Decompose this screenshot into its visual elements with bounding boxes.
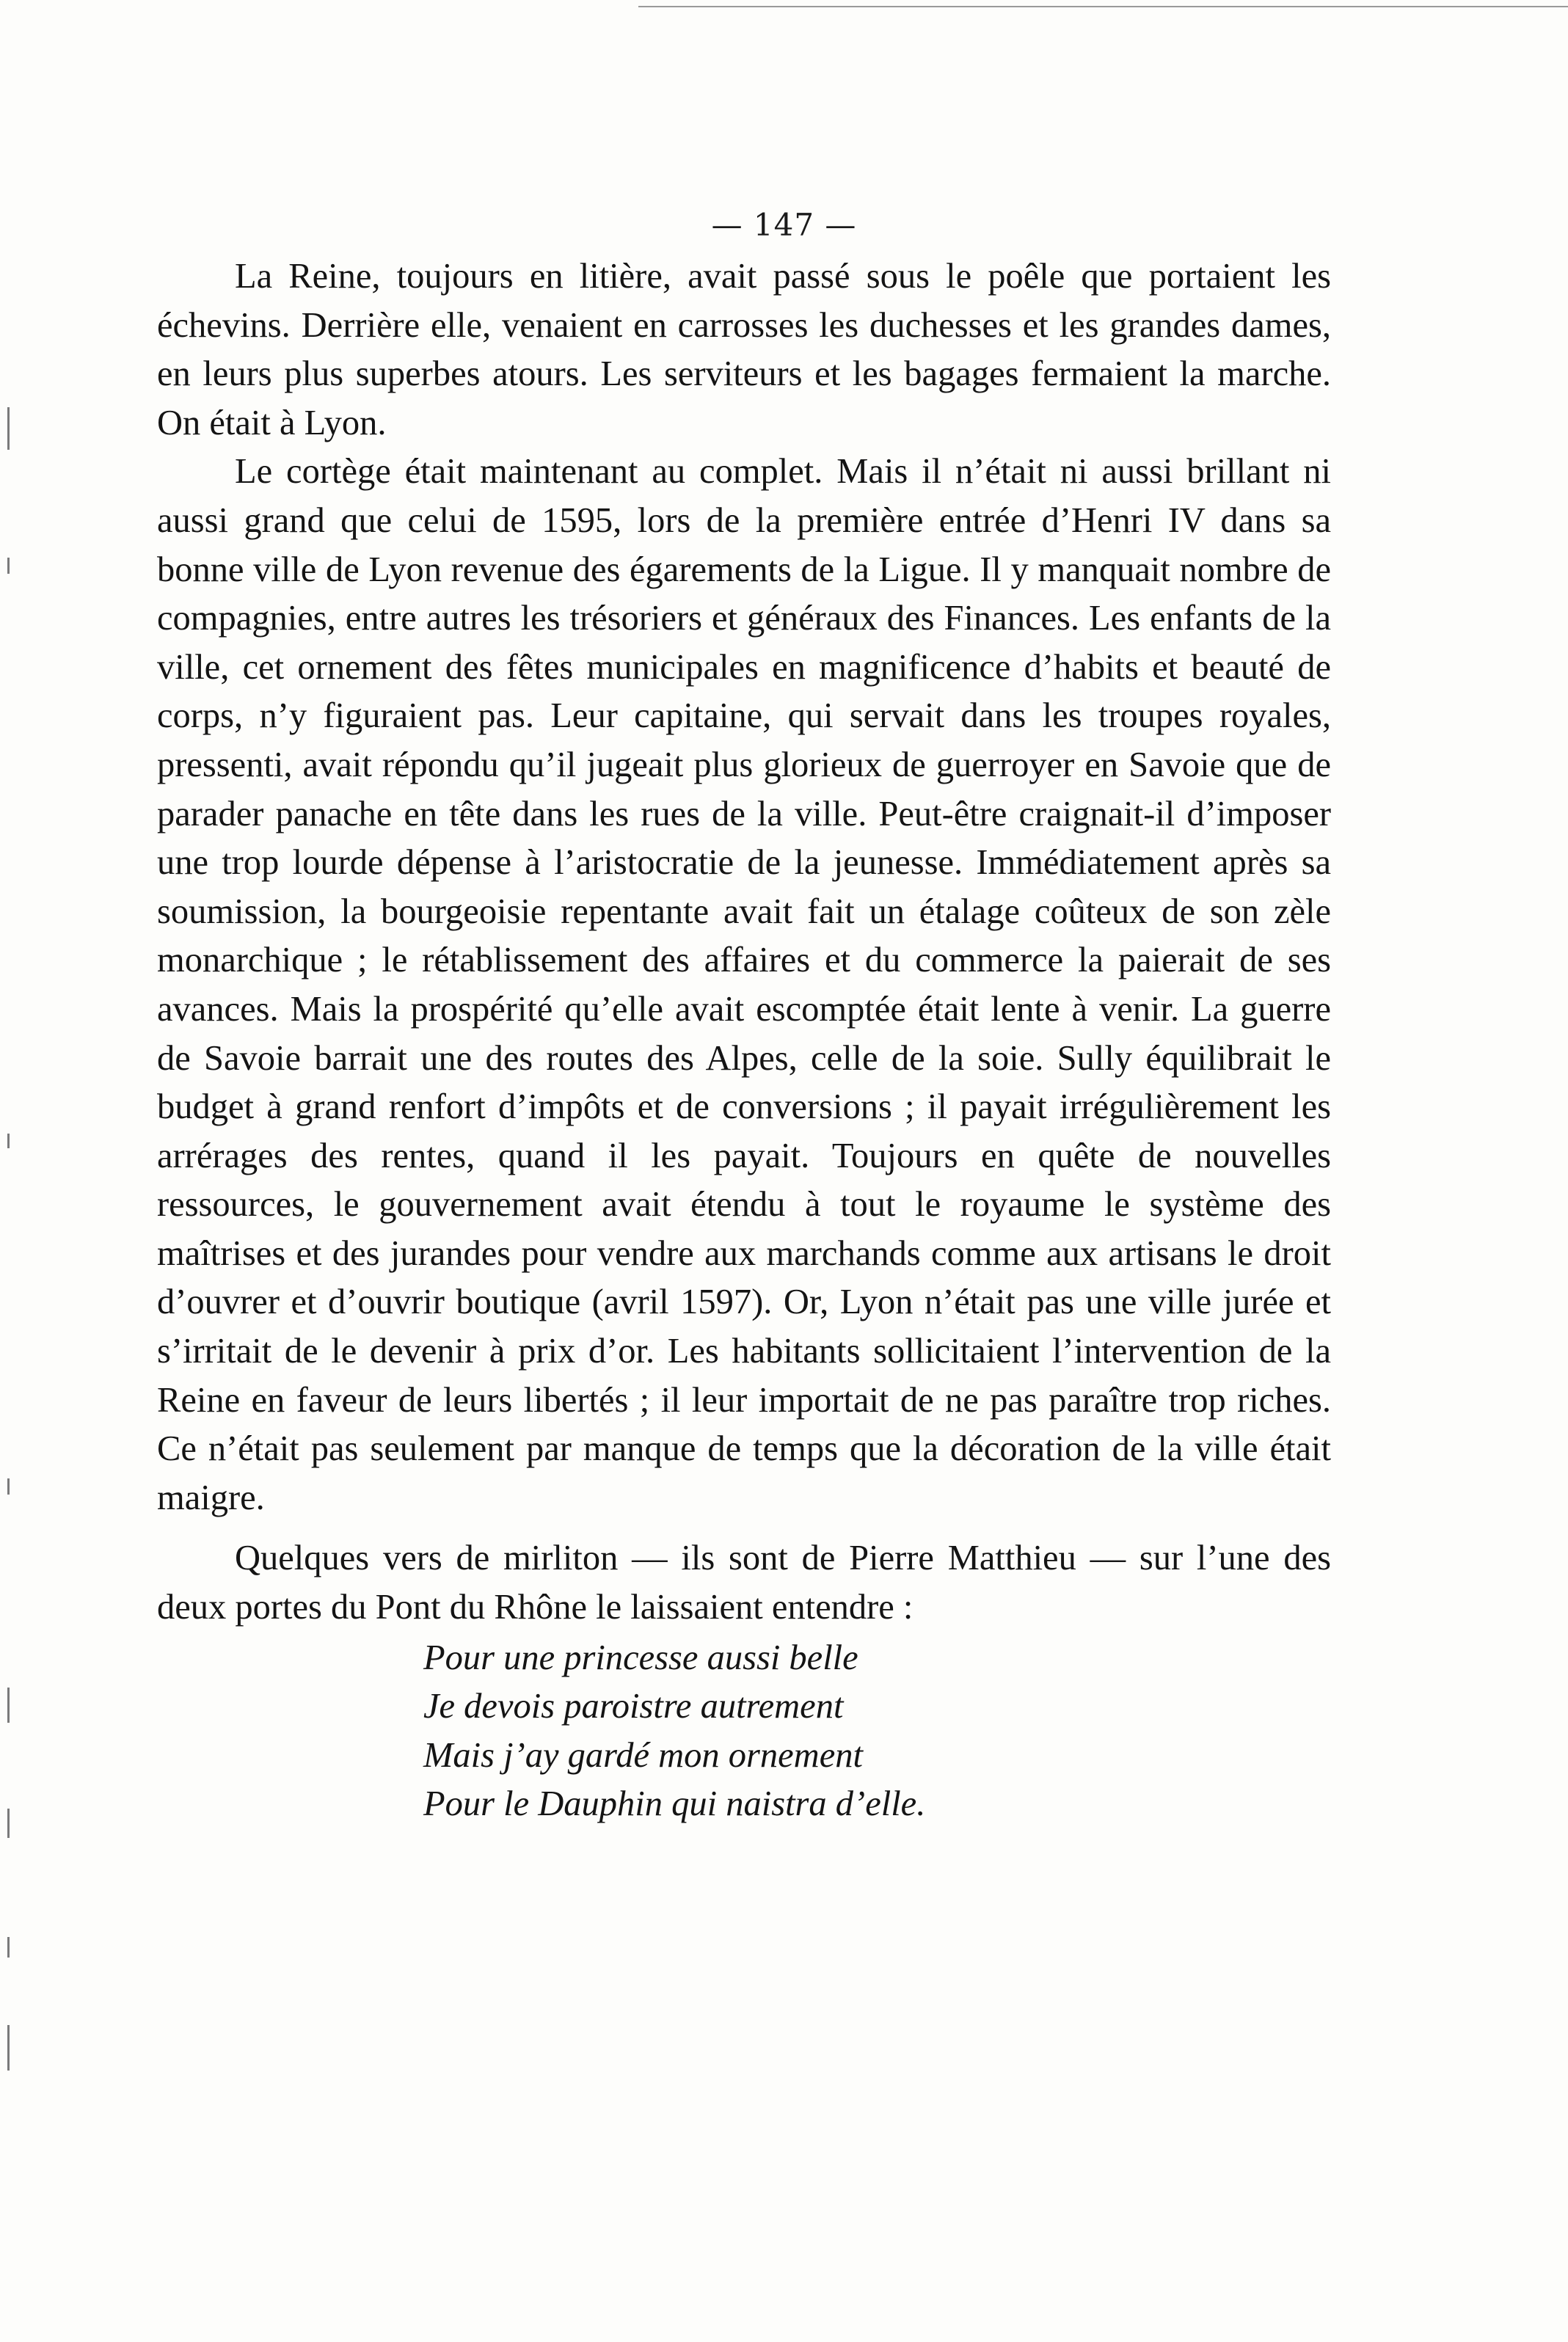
left-margin-scan-mark bbox=[7, 407, 10, 450]
left-margin-scan-mark bbox=[7, 1688, 10, 1723]
left-margin-scan-mark bbox=[7, 1134, 10, 1148]
page-number: — 147 — bbox=[711, 207, 857, 243]
verse-line-1: Pour une princesse aussi belle bbox=[423, 1638, 858, 1677]
left-margin-scan-mark bbox=[7, 1937, 10, 1958]
left-margin-scan-mark bbox=[7, 1809, 10, 1838]
left-margin-scan-mark bbox=[7, 558, 10, 574]
paragraph-1: La Reine, toujours en litière, avait passé sous le poêle que portaient les échevins. Derrière elle, venaient en carrosses les duchesses et les grandes dames, en leurs plus superbes atours. Les serviteurs et les bagages fermaient la marche. On était à Lyon. bbox=[157, 257, 1331, 442]
left-margin-scan-mark bbox=[7, 2025, 10, 2071]
paragraph-3: Quelques vers de mirliton — ils sont de Pierre Matthieu — sur l’une des deux portes du Pont du Rhône le laissaient entendre : bbox=[157, 1539, 1331, 1627]
verse-line-4: Pour le Dauphin qui naistra d’elle. bbox=[423, 1784, 926, 1824]
body-text bbox=[157, 252, 1331, 1829]
verse-line-2: Je devois paroistre autrement bbox=[423, 1687, 844, 1726]
left-margin-scan-mark bbox=[7, 1478, 10, 1495]
verse-quotation bbox=[423, 1634, 1331, 1829]
verse-line-3: Mais j’ay gardé mon ornement bbox=[423, 1735, 863, 1775]
paragraph-2: Le cortège était maintenant au complet. Mais il n’était ni aussi brillant ni aussi grand que celui de 1595, lors de la première entrée d’Henri IV dans sa bonne ville de Lyon revenue des égarements de la Ligue. Il y manquait nombre de compagnies, entre autres les trésoriers et généraux des Finances. Les enfants de la ville, cet ornement des fêtes municipales en magnificence d’habits et beauté de corps, n’y figuraient pas. Leur capitaine, qui servait dans les troupes royales, pressenti, avait répondu qu’il jugeait plus glorieux de guerroyer en Savoie que de parader panache en tête dans les rues de la ville. Peut-être craignait-il d’imposer une trop lourde dépense à l’aristocratie de la jeunesse. Immédiatement après sa soumission, la bourgeoisie repentante avait fait un étalage coûteux de son zèle monarchique ; le rétablissement des affaires et du commerce la paierait de ses avances. Mais la prospérité qu’elle avait escomptée était lente à venir. La guerre de Savoie barrait une des routes des Alpes, celle de la soie. Sully équilibrait le budget à grand renfort d’impôts et de conversions ; il payait irrégulièrement les arrérages des rentes, quand il les payait. Toujours en quête de nouvelles ressources, le gouvernement avait étendu à tout le royaume le système des maîtrises et des jurandes pour vendre aux marchands comme aux artisans le droit d’ouvrer et d’ouvrir boutique (avril 1597). Or, Lyon n’était pas une ville jurée et s’irritait de le devenir à prix d’or. Les habitants sollicitaient l’intervention de la Reine en faveur de leurs libertés ; il leur importait de ne pas paraître trop riches. Ce n’était pas seulement par manque de temps que la décoration de la ville était maigre. bbox=[157, 452, 1331, 1517]
top-border-rule bbox=[638, 6, 1568, 7]
